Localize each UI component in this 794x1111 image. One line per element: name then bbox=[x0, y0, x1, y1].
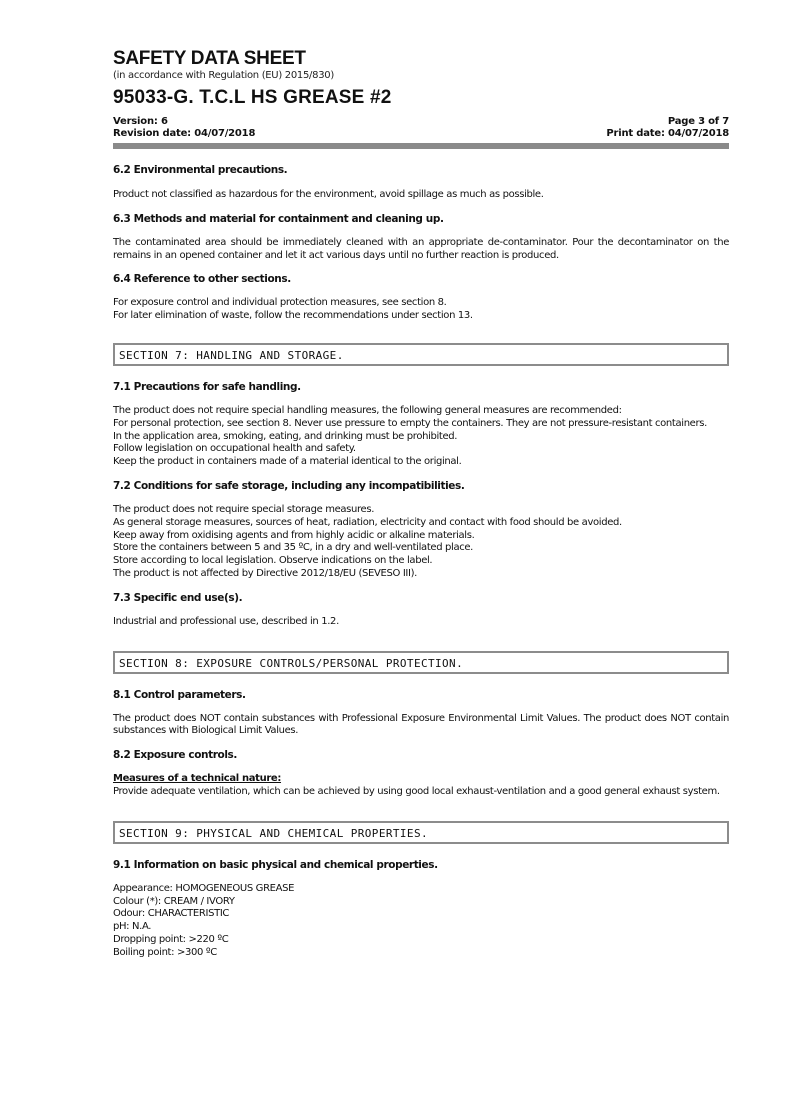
print-date: Print date: 04/07/2018 bbox=[606, 128, 729, 139]
subsection-heading-8-2: 8.2 Exposure controls. bbox=[113, 749, 237, 762]
paragraph-line: Industrial and professional use, described in 1.2. bbox=[113, 615, 339, 627]
paragraph-6-3: The contaminated area should be immediately cleaned with an appropriate de-contaminator. Pour the decontaminator on the remains in an opened container and let it act various days until no further reaction is produced. bbox=[113, 236, 729, 261]
paragraph-8-1: The product does NOT contain substances with Professional Exposure Environmental Limit Values. The product does NOT contain substances with Biological Limit Values. bbox=[113, 712, 729, 737]
paragraph-line: As general storage measures, sources of heat, radiation, electricity and contact with food should be avoided. bbox=[113, 516, 622, 528]
paragraph-line: The product is not affected by Directive 2012/18/EU (SEVESO III). bbox=[113, 567, 418, 579]
paragraph-line: Follow legislation on occupational health and safety. bbox=[113, 443, 356, 455]
paragraph-line: The product does not require special storage measures. bbox=[113, 503, 375, 515]
property-dropping-point: Dropping point: >220 ºC bbox=[113, 933, 229, 945]
subsection-heading-8-1: 8.1 Control parameters. bbox=[113, 688, 246, 701]
paragraph-line: For later elimination of waste, follow the recommendations under section 13. bbox=[113, 310, 473, 322]
technical-measures-subheading: Measures of a technical nature: bbox=[113, 773, 282, 785]
subsection-heading-6-4: 6.4 Reference to other sections. bbox=[113, 273, 291, 286]
paragraph-line: Store the containers between 5 and 35 ºC, in a dry and well-ventilated place. bbox=[113, 542, 474, 554]
paragraph-line: Keep the product in containers made of a material identical to the original. bbox=[113, 456, 462, 468]
property-ph: pH: N.A. bbox=[113, 921, 152, 933]
subsection-heading-7-1: 7.1 Precautions for safe handling. bbox=[113, 380, 301, 393]
paragraph-line: Store according to local legislation. Observe indications on the label. bbox=[113, 555, 433, 567]
document-title: SAFETY DATA SHEET bbox=[113, 48, 306, 69]
paragraph-line: In the application area, smoking, eating, and drinking must be prohibited. bbox=[113, 430, 458, 442]
property-boiling-point: Boiling point: >300 ºC bbox=[113, 946, 217, 958]
subsection-heading-9-1: 9.1 Information on basic physical and chemical properties. bbox=[113, 858, 438, 871]
document-header bbox=[113, 48, 729, 149]
paragraph-line: Keep away from oxidising agents and from highly acidic or alkaline materials. bbox=[113, 529, 475, 541]
subsection-heading-7-3: 7.3 Specific end use(s). bbox=[113, 591, 243, 604]
product-name: 95033-G. T.C.L HS GREASE #2 bbox=[113, 87, 392, 108]
revision-date: Revision date: 04/07/2018 bbox=[113, 128, 256, 139]
regulation-subtitle: (in accordance with Regulation (EU) 2015/830) bbox=[113, 70, 334, 81]
paragraph-line: For personal protection, see section 8. Never use pressure to empty the containers. They are not pressure-resistant containers. bbox=[113, 417, 707, 429]
paragraph-line: Provide adequate ventilation, which can be achieved by using good local exhaust-ventilation and a good general exhaust system. bbox=[113, 785, 720, 797]
page-number: Page 3 of 7 bbox=[667, 116, 729, 127]
sds-page bbox=[113, 48, 729, 960]
paragraph-line: For exposure control and individual protection measures, see section 8. bbox=[113, 297, 447, 309]
section-7-title: SECTION 7: HANDLING AND STORAGE. bbox=[113, 343, 729, 366]
subsection-heading-6-2: 6.2 Environmental precautions. bbox=[113, 164, 288, 176]
paragraph-6-2: Product not classified as hazardous for the environment, avoid spillage as much as possible. bbox=[113, 189, 544, 200]
property-odour: Odour: CHARACTERISTIC bbox=[113, 908, 230, 920]
version: Version: 6 bbox=[113, 116, 168, 127]
subsection-heading-7-2: 7.2 Conditions for safe storage, including any incompatibilities. bbox=[113, 479, 465, 492]
document-meta bbox=[113, 116, 729, 140]
subsection-heading-6-3: 6.3 Methods and material for containment and cleaning up. bbox=[113, 212, 444, 225]
paragraph-line: The product does not require special handling measures, the following general measures are recommended: bbox=[113, 404, 622, 416]
property-appearance: Appearance: HOMOGENEOUS GREASE bbox=[113, 882, 295, 894]
property-colour: Colour (*): CREAM / IVORY bbox=[113, 895, 235, 907]
section-8-title: SECTION 8: EXPOSURE CONTROLS/PERSONAL PROTECTION. bbox=[113, 651, 729, 674]
section-9-title: SECTION 9: PHYSICAL AND CHEMICAL PROPERTIES. bbox=[113, 821, 729, 844]
